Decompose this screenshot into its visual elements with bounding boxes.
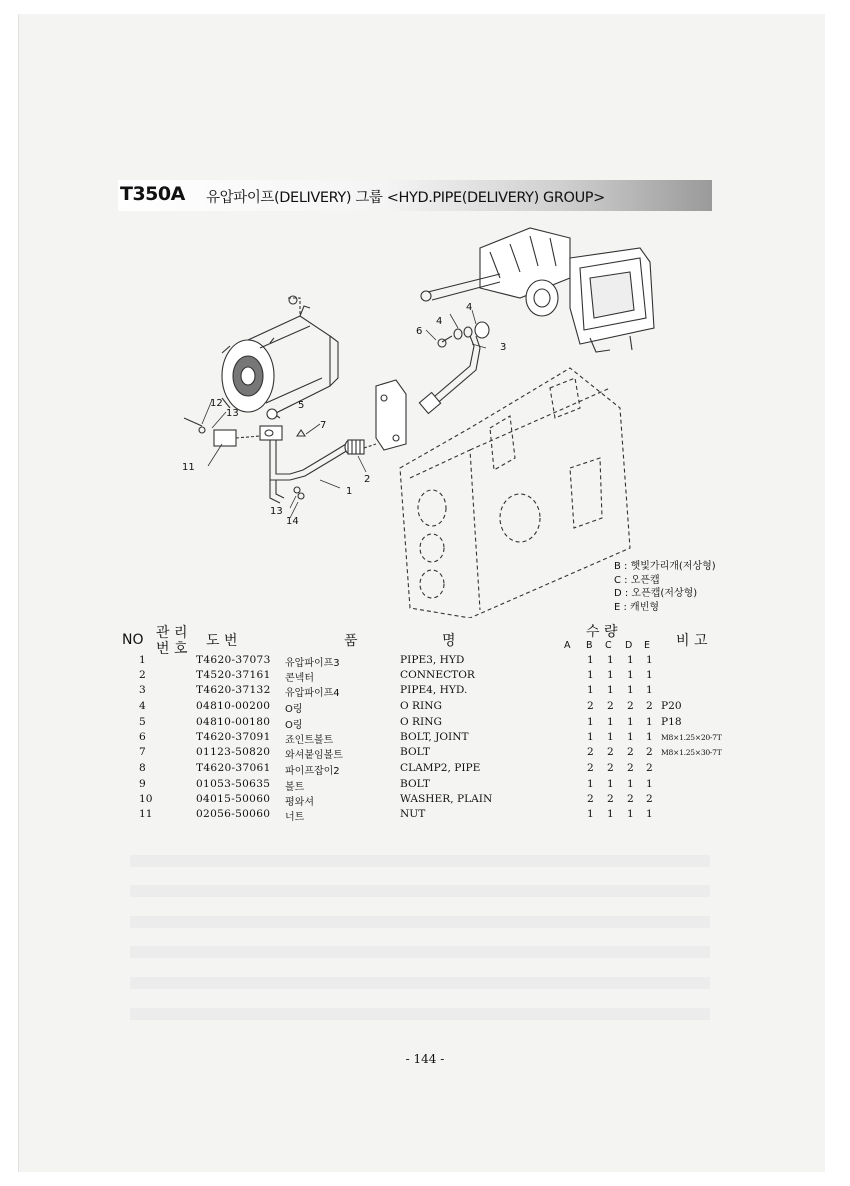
cell-qty-e: 2 <box>646 793 653 805</box>
table-row <box>0 684 850 699</box>
callout-label: 2 <box>364 474 371 485</box>
cell-part-no: T4520-37161 <box>196 669 271 681</box>
cell-no: 4 <box>139 700 146 712</box>
cell-korean-name: 유압파이프4 <box>285 688 340 699</box>
cell-no: 6 <box>139 731 146 743</box>
cell-no: 9 <box>139 778 146 790</box>
exploded-parts-diagram <box>170 218 670 618</box>
cell-qty-c: 1 <box>607 684 614 696</box>
cell-no: 2 <box>139 669 146 681</box>
callout-label: 12 <box>210 398 223 409</box>
callout-label: 13 <box>270 506 283 517</box>
table-row <box>0 746 850 761</box>
table-row <box>0 700 850 715</box>
cell-part-no: T4620-37091 <box>196 731 271 743</box>
callout-label: 4 <box>436 316 443 327</box>
legend-item: D : 오픈캡(저상형) <box>614 588 698 600</box>
cell-qty-e: 1 <box>646 731 653 743</box>
table-row <box>0 716 850 731</box>
cell-no: 11 <box>139 808 153 820</box>
qty-col-c: C <box>605 640 612 651</box>
cell-korean-name: 평와셔 <box>285 797 314 808</box>
cell-qty-d: 2 <box>627 762 634 774</box>
scan-stripe <box>130 885 710 897</box>
cell-qty-b: 1 <box>587 684 594 696</box>
scan-stripe <box>130 946 710 958</box>
legend-item: C : 오픈캡 <box>614 574 660 586</box>
callout-label: 4 <box>466 302 473 313</box>
cell-qty-e: 1 <box>646 808 653 820</box>
cell-remark: M8×1.25×30-7T <box>661 748 722 757</box>
cell-qty-d: 1 <box>627 778 634 790</box>
header-mgmt-bottom: 번 호 <box>156 641 188 657</box>
model-legend <box>614 560 716 614</box>
table-row <box>0 731 850 746</box>
cell-qty-c: 1 <box>607 731 614 743</box>
cell-qty-d: 1 <box>627 684 634 696</box>
callout-label: 1 <box>346 486 353 497</box>
group-title: 유압파이프(DELIVERY) 그룹 <HYD.PIPE(DELIVERY) GROUP> <box>206 190 605 206</box>
cell-korean-name: 죠인트볼트 <box>285 735 334 746</box>
pipe-3-drawing <box>419 322 489 414</box>
cell-english-name: BOLT <box>400 746 430 758</box>
callout-label: 11 <box>182 462 195 473</box>
header-quantity: 수 량 <box>586 624 618 640</box>
cell-qty-b: 1 <box>587 731 594 743</box>
cell-no: 8 <box>139 762 146 774</box>
cell-qty-c: 1 <box>607 778 614 790</box>
cell-qty-d: 1 <box>627 654 634 666</box>
table-row <box>0 762 850 777</box>
cell-qty-b: 2 <box>587 746 594 758</box>
cell-qty-c: 1 <box>607 808 614 820</box>
cell-qty-c: 2 <box>607 700 614 712</box>
cell-qty-e: 1 <box>646 654 653 666</box>
cell-part-no: 02056-50060 <box>196 808 271 820</box>
cell-remark: M8×1.25×20-7T <box>661 733 722 742</box>
cell-english-name: O RING <box>400 716 442 728</box>
page-number: - 144 - <box>405 1052 445 1066</box>
qty-col-b: B <box>586 640 593 651</box>
cell-english-name: NUT <box>400 808 426 820</box>
cell-remark: P20 <box>661 700 682 712</box>
header-drawing-no: 도 번 <box>206 633 238 649</box>
cell-part-no: 04810-00180 <box>196 716 271 728</box>
header-name-right: 명 <box>442 633 456 649</box>
legend-item: B : 햇빛가리개(저상형) <box>614 561 716 572</box>
callout-label: 5 <box>298 400 305 411</box>
cell-qty-c: 1 <box>607 669 614 681</box>
header-mgmt-top: 관 리 <box>156 625 188 641</box>
header-name-left: 품 <box>344 633 358 649</box>
cell-no: 1 <box>139 654 146 666</box>
cell-english-name: PIPE4, HYD. <box>400 684 468 696</box>
cell-korean-name: 파이프잡이2 <box>285 766 340 777</box>
cell-part-no: 04810-00200 <box>196 700 271 712</box>
qty-col-e: E <box>644 640 651 651</box>
cell-korean-name: O링 <box>285 704 303 715</box>
cell-qty-e: 1 <box>646 684 653 696</box>
cell-qty-d: 2 <box>627 700 634 712</box>
cell-qty-c: 1 <box>607 654 614 666</box>
cell-qty-b: 2 <box>587 762 594 774</box>
cell-qty-e: 1 <box>646 716 653 728</box>
cell-korean-name: 와셔붙임볼트 <box>285 750 343 761</box>
hydraulic-pump-drawing <box>222 296 338 418</box>
table-row <box>0 793 850 808</box>
cell-qty-c: 2 <box>607 762 614 774</box>
cell-no: 7 <box>139 746 146 758</box>
cell-qty-d: 2 <box>627 793 634 805</box>
cell-qty-b: 1 <box>587 654 594 666</box>
cell-no: 5 <box>139 716 146 728</box>
cell-english-name: CONNECTOR <box>400 669 475 681</box>
scan-stripe <box>130 916 710 928</box>
cell-qty-b: 1 <box>587 669 594 681</box>
cell-no: 3 <box>139 684 146 696</box>
cell-qty-e: 2 <box>646 700 653 712</box>
callout-label: 13 <box>226 408 239 419</box>
cell-korean-name: O링 <box>285 720 303 731</box>
cell-part-no: T4620-37073 <box>196 654 271 666</box>
cell-qty-d: 1 <box>627 669 634 681</box>
cell-part-no: T4620-37061 <box>196 762 271 774</box>
cell-qty-e: 2 <box>646 762 653 774</box>
cell-korean-name: 너트 <box>285 812 305 823</box>
cell-korean-name: 콘넥터 <box>285 673 314 684</box>
cell-remark: P18 <box>661 716 682 728</box>
table-row <box>0 654 850 669</box>
callout-label: 3 <box>500 342 507 353</box>
cell-qty-d: 1 <box>627 716 634 728</box>
cell-part-no: T4620-37132 <box>196 684 271 696</box>
cell-no: 10 <box>139 793 153 805</box>
cell-qty-e: 2 <box>646 746 653 758</box>
cell-qty-c: 2 <box>607 793 614 805</box>
scan-stripe <box>130 977 710 989</box>
cell-qty-b: 1 <box>587 716 594 728</box>
cell-qty-b: 2 <box>587 700 594 712</box>
cell-part-no: 01123-50820 <box>196 746 271 758</box>
header-no: NO <box>122 632 144 648</box>
pipe-1-drawing <box>260 426 355 503</box>
callout-label: 14 <box>286 516 299 527</box>
cell-qty-e: 1 <box>646 669 653 681</box>
cell-qty-b: 1 <box>587 808 594 820</box>
header-remarks: 비 고 <box>676 633 708 649</box>
scan-stripe <box>130 1008 710 1020</box>
cell-korean-name: 볼트 <box>285 782 305 793</box>
cell-qty-b: 2 <box>587 793 594 805</box>
connector-2-drawing <box>348 440 364 454</box>
cell-korean-name: 유압파이프3 <box>285 658 340 669</box>
cell-english-name: WASHER, PLAIN <box>400 793 493 805</box>
legend-item: E : 캐빈형 <box>614 601 660 613</box>
cell-english-name: BOLT <box>400 778 430 790</box>
cell-qty-d: 2 <box>627 746 634 758</box>
valve-block-drawing <box>421 228 654 352</box>
callout-label: 6 <box>416 326 423 337</box>
table-row <box>0 778 850 793</box>
cell-qty-d: 1 <box>627 808 634 820</box>
table-row <box>0 808 850 823</box>
cell-part-no: 04015-50060 <box>196 793 271 805</box>
qty-col-d: D <box>625 640 633 651</box>
cell-qty-c: 2 <box>607 746 614 758</box>
cell-qty-b: 1 <box>587 778 594 790</box>
cell-english-name: PIPE3, HYD <box>400 654 465 666</box>
cell-qty-d: 1 <box>627 731 634 743</box>
cell-qty-c: 1 <box>607 716 614 728</box>
cell-part-no: 01053-50635 <box>196 778 271 790</box>
qty-col-a: A <box>564 640 571 651</box>
group-code: T350A <box>120 183 185 205</box>
cell-english-name: BOLT, JOINT <box>400 731 469 743</box>
table-row <box>0 669 850 684</box>
callout-label: 7 <box>320 420 327 431</box>
cell-qty-e: 1 <box>646 778 653 790</box>
scan-stripe <box>130 855 710 867</box>
cell-english-name: O RING <box>400 700 442 712</box>
cell-english-name: CLAMP2, PIPE <box>400 762 481 774</box>
